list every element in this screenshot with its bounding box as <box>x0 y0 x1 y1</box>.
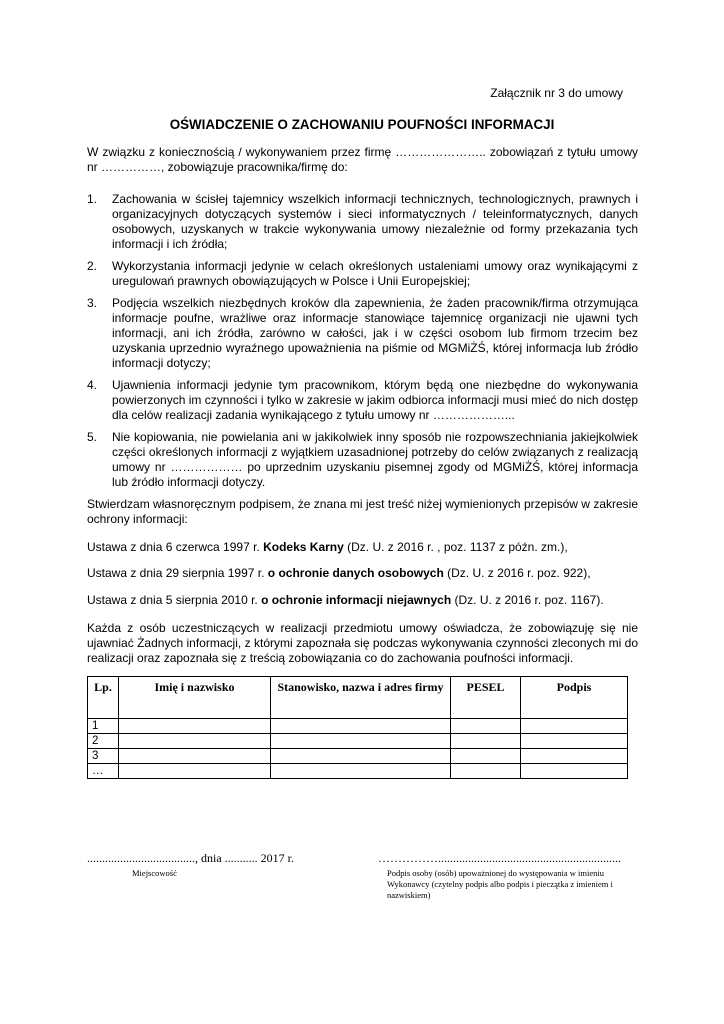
list-item <box>87 296 638 371</box>
place-date-line: ...................................., dnia ........... 2017 r. <box>87 851 294 865</box>
cell-position[interactable] <box>271 734 451 749</box>
cell-name[interactable] <box>119 749 271 764</box>
obligations-list <box>87 192 638 497</box>
row-number: 3 <box>88 749 119 764</box>
law-suffix: (Dz. U. z 2016 r. , poz. 1137 z późn. zm.), <box>343 540 568 554</box>
statement-paragraph: Stwierdzam własnoręcznym podpisem, że znana mi jest treść niżej wymienionych przepisów w zakresie ochrony informacji: <box>87 497 638 526</box>
row-number: … <box>88 764 119 779</box>
item-text: Podjęcia wszelkich niezbędnych kroków dla zapewnienia, że żaden pracownik/firma otrzymująca informacje poufne, wrażliwe oraz informacje stanowiące tajemnicę organizacji nie ujawni tych informacji, ani ich źródła, zarówno w całości, jak i w części osobom lub firmom trzecim bez uzyskania uprzednio wyraźnego upoważnienia na piśmie od MGMiŻŚ, której informacja lub źródło informacji dotyczy; <box>112 296 638 370</box>
law-name: o ochronie informacji niejawnych <box>261 593 452 607</box>
list-item <box>87 430 638 490</box>
item-number: 4. <box>87 378 98 392</box>
table-row <box>88 764 628 779</box>
cell-signature[interactable] <box>521 719 628 734</box>
law-name: Kodeks Karny <box>263 540 344 554</box>
list-item <box>87 192 638 252</box>
item-text: Nie kopiowania, nie powielania ani w jakikolwiek inny sposób nie rozpowszechniania jakiejkolwiek części określonych informacji z wyjątkiem uzasadnionej potrzeby do celów związanych z realizacją umowy nr ……………… po uprzednim uzyskaniu pisemnej zgody od MGMiŻŚ, której informacja lub źródło informacji dotyczy. <box>112 430 638 489</box>
law-line <box>87 540 638 555</box>
cell-pesel[interactable] <box>451 734 521 749</box>
document-title: OŚWIADCZENIE O ZACHOWANIU POUFNOŚCI INFORMACJI <box>169 117 555 132</box>
cell-name[interactable] <box>119 734 271 749</box>
list-item <box>87 259 638 289</box>
header-lp: Lp. <box>88 677 119 719</box>
signature-note: Podpis osoby (osób) upoważnionej do występowania w imieniu Wykonawcy (czytelny podpis albo podpis i pieczątka z imieniem i nazwiskiem) <box>387 868 613 900</box>
cell-pesel[interactable] <box>451 719 521 734</box>
obligation-paragraph: Każda z osób uczestniczących w realizacji przedmiotu umowy oświadcza, że zobowiązuję się nie ujawniać Żadnych informacji, z którymi zapoznała się podczas wykonywania czynności zleconych mi do realizacji oraz zapoznała się z treścią zobowiązania co do zachowania poufności informacji. <box>87 621 638 665</box>
intro-paragraph: W związku z koniecznością / wykonywaniem przez firmę ………………….. zobowiązań z tytułu umowy nr ……………, zobowiązuje pracownika/firmę do: <box>87 145 638 174</box>
header-signature: Podpis <box>521 677 628 719</box>
header-position: Stanowisko, nazwa i adres firmy <box>271 677 451 719</box>
table-row <box>88 749 628 764</box>
law-prefix: Ustawa z dnia 5 sierpnia 2010 r. <box>87 593 262 607</box>
item-number: 1. <box>87 192 98 206</box>
item-text: Zachowania w ścisłej tajemnicy wszelkich informacji technicznych, technologicznych, prawnych i organizacyjnych dotyczących systemów i sieci informatycznych / teleinformatycznych, danych osobowych, uzyskanych w trakcie wykonywania umowy niezależnie od formy przekazania tych informacji i ich źródła; <box>112 192 638 251</box>
item-text: Wykorzystania informacji jedynie w celach określonych ustaleniami umowy oraz wynikającymi z uregulowań prawnych obowiązujących w Polsce i Unii Europejskiej; <box>112 259 638 288</box>
law-suffix: (Dz. U. z 2016 r. poz. 922), <box>443 566 591 580</box>
cell-signature[interactable] <box>521 764 628 779</box>
cell-pesel[interactable] <box>451 749 521 764</box>
cell-position[interactable] <box>271 764 451 779</box>
header-pesel: PESEL <box>451 677 521 719</box>
item-number: 2. <box>87 259 98 273</box>
cell-signature[interactable] <box>521 749 628 764</box>
signature-line: ……………............................................................. <box>378 851 621 865</box>
item-number: 5. <box>87 430 98 444</box>
law-prefix: Ustawa z dnia 29 sierpnia 1997 r. <box>87 566 268 580</box>
cell-signature[interactable] <box>521 734 628 749</box>
cell-name[interactable] <box>119 764 271 779</box>
cell-position[interactable] <box>271 719 451 734</box>
cell-pesel[interactable] <box>451 764 521 779</box>
law-line <box>87 593 638 608</box>
table-header-row <box>88 677 628 719</box>
item-text: Ujawnienia informacji jedynie tym pracownikom, którym będą one niezbędne do wykonywania powierzonych im czynności i tylko w zakresie w jakim odbiorca informacji musi mieć do nich dostęp dla celów realizacji zadania wynikającego z tytułu umowy nr ………………... <box>112 378 638 422</box>
participants-table <box>87 676 628 779</box>
list-item <box>87 378 638 423</box>
header-name: Imię i nazwisko <box>119 677 271 719</box>
annex-label: Załącznik nr 3 do umowy <box>490 86 623 100</box>
law-name: o ochronie danych osobowych <box>267 566 444 580</box>
cell-position[interactable] <box>271 749 451 764</box>
place-label: Miejscowość <box>132 868 177 878</box>
law-prefix: Ustawa z dnia 6 czerwca 1997 r. <box>87 540 264 554</box>
table-row <box>88 734 628 749</box>
cell-name[interactable] <box>119 719 271 734</box>
table-row <box>88 719 628 734</box>
item-number: 3. <box>87 296 98 310</box>
law-line <box>87 566 638 581</box>
row-number: 1 <box>88 719 119 734</box>
row-number: 2 <box>88 734 119 749</box>
law-suffix: (Dz. U. z 2016 r. poz. 1167). <box>451 593 604 607</box>
